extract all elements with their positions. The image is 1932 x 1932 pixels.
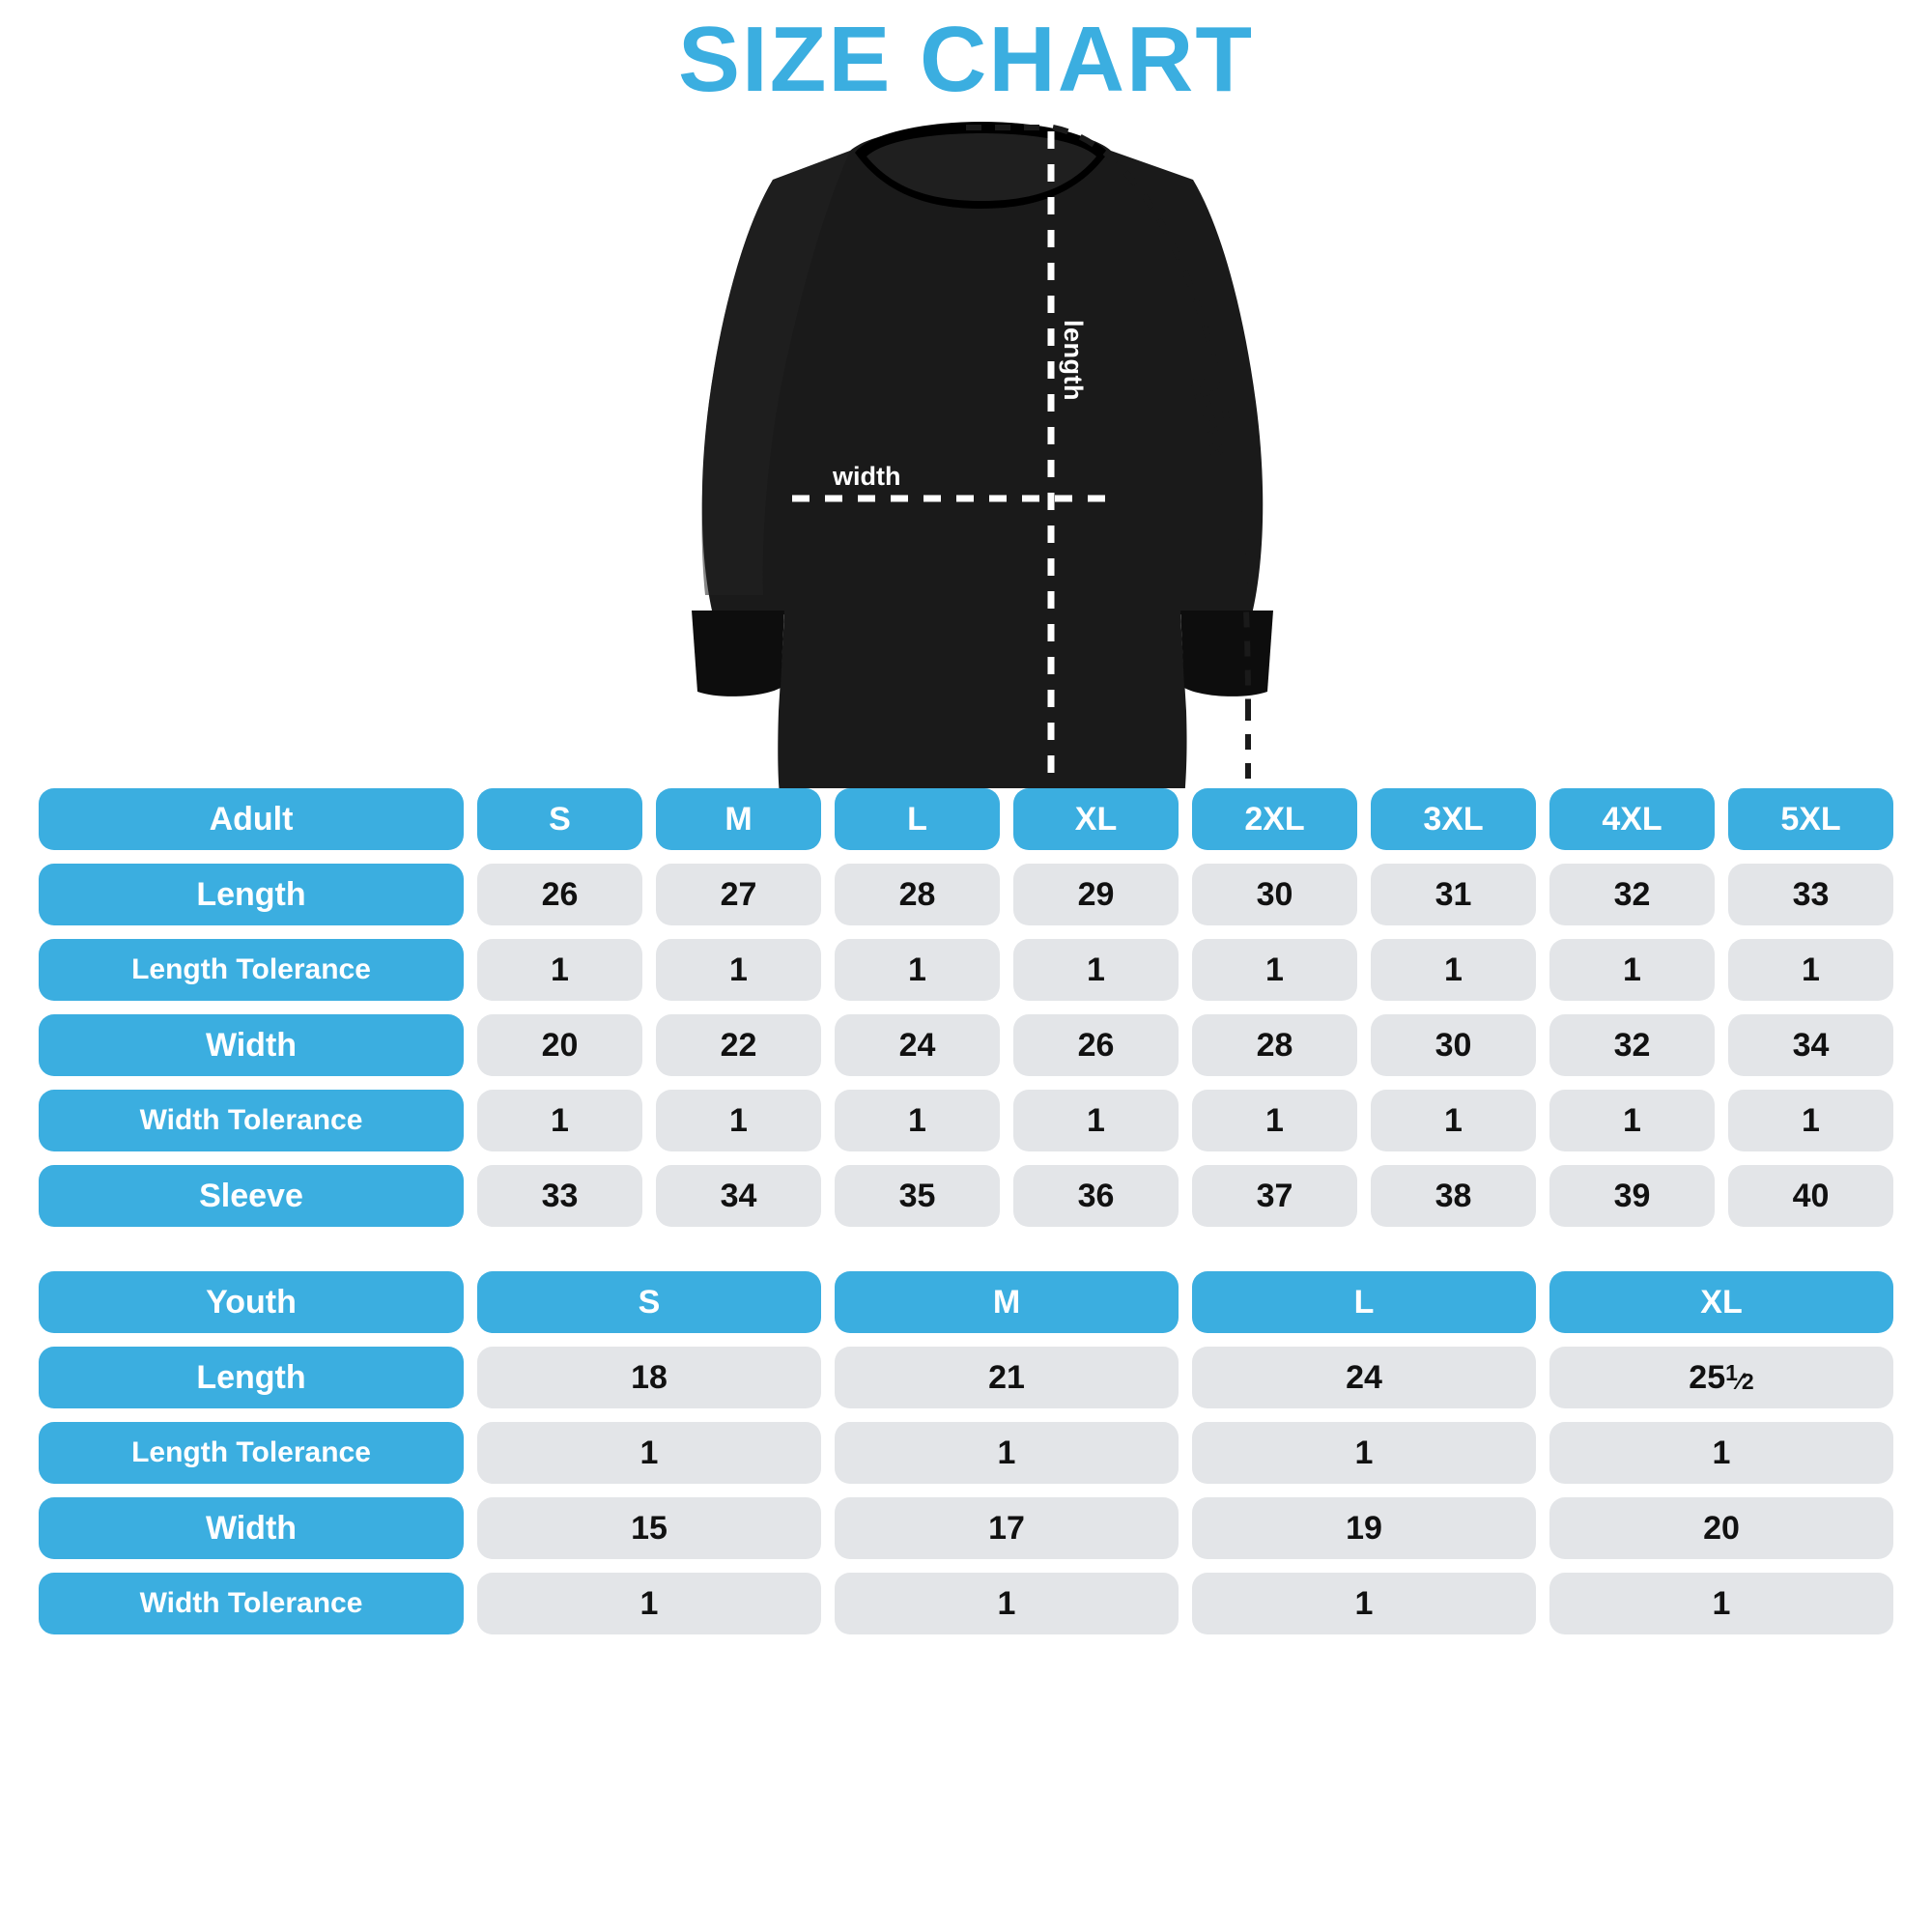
youth-width-tol-s: 1 xyxy=(477,1573,821,1634)
youth-width-tol-l: 1 xyxy=(1192,1573,1536,1634)
table-row xyxy=(39,1014,1893,1076)
adult-width-2xl: 28 xyxy=(1192,1014,1357,1076)
adult-width-xl: 26 xyxy=(1013,1014,1179,1076)
adult-col-s: S xyxy=(477,788,642,850)
adult-sleeve-4xl: 39 xyxy=(1549,1165,1715,1227)
adult-length-tol-4xl: 1 xyxy=(1549,939,1715,1001)
youth-width-xl: 20 xyxy=(1549,1497,1893,1559)
width-measure-label: width xyxy=(833,462,901,491)
adult-col-5xl: 5XL xyxy=(1728,788,1893,850)
table-row xyxy=(39,939,1893,1001)
adult-length-tol-l: 1 xyxy=(835,939,1000,1001)
adult-sleeve-s: 33 xyxy=(477,1165,642,1227)
adult-width-5xl: 34 xyxy=(1728,1014,1893,1076)
adult-width-3xl: 30 xyxy=(1371,1014,1536,1076)
youth-length-xl: 25 $^1$⁄2 xyxy=(1549,1347,1893,1408)
adult-width-tol-4xl: 1 xyxy=(1549,1090,1715,1151)
adult-width-tol-s: 1 xyxy=(477,1090,642,1151)
youth-width-tol-xl: 1 xyxy=(1549,1573,1893,1634)
length-measure-label: length xyxy=(1059,320,1088,401)
adult-row-label-width: Width xyxy=(39,1014,464,1076)
adult-length-5xl: 33 xyxy=(1728,864,1893,925)
adult-length-tol-3xl: 1 xyxy=(1371,939,1536,1001)
adult-sleeve-xl: 36 xyxy=(1013,1165,1179,1227)
adult-length-m: 27 xyxy=(656,864,821,925)
youth-col-l: L xyxy=(1192,1271,1536,1333)
youth-row-label-length-tolerance: Length Tolerance xyxy=(39,1422,464,1484)
youth-row-label-width-tolerance: Width Tolerance xyxy=(39,1573,464,1634)
adult-width-tol-xl: 1 xyxy=(1013,1090,1179,1151)
adult-col-m: M xyxy=(656,788,821,850)
adult-width-tol-l: 1 xyxy=(835,1090,1000,1151)
youth-col-s: S xyxy=(477,1271,821,1333)
adult-col-2xl: 2XL xyxy=(1192,788,1357,850)
table-row xyxy=(39,1090,1893,1151)
youth-width-m: 17 xyxy=(835,1497,1179,1559)
adult-length-xl: 29 xyxy=(1013,864,1179,925)
table-row xyxy=(39,1573,1893,1634)
youth-header-row xyxy=(39,1271,1893,1333)
adult-width-4xl: 32 xyxy=(1549,1014,1715,1076)
adult-sleeve-m: 34 xyxy=(656,1165,821,1227)
adult-width-tol-m: 1 xyxy=(656,1090,821,1151)
adult-length-tol-2xl: 1 xyxy=(1192,939,1357,1001)
adult-width-tol-5xl: 1 xyxy=(1728,1090,1893,1151)
adult-length-s: 26 xyxy=(477,864,642,925)
sleeve-measure-label: sleeve xyxy=(1184,373,1235,461)
adult-sleeve-2xl: 37 xyxy=(1192,1165,1357,1227)
adult-length-2xl: 30 xyxy=(1192,864,1357,925)
garment-illustration xyxy=(0,112,1932,788)
adult-width-m: 22 xyxy=(656,1014,821,1076)
adult-row-label-length-tolerance: Length Tolerance xyxy=(39,939,464,1001)
adult-row-label-width-tolerance: Width Tolerance xyxy=(39,1090,464,1151)
youth-width-s: 15 xyxy=(477,1497,821,1559)
adult-length-tol-5xl: 1 xyxy=(1728,939,1893,1001)
table-row xyxy=(39,1422,1893,1484)
youth-length-s: 18 xyxy=(477,1347,821,1408)
table-row xyxy=(39,864,1893,925)
page-title: SIZE CHART xyxy=(678,8,1254,111)
adult-col-3xl: 3XL xyxy=(1371,788,1536,850)
adult-row-label-length: Length xyxy=(39,864,464,925)
youth-length-tol-s: 1 xyxy=(477,1422,821,1484)
adult-length-tol-s: 1 xyxy=(477,939,642,1001)
adult-sleeve-3xl: 38 xyxy=(1371,1165,1536,1227)
adult-col-4xl: 4XL xyxy=(1549,788,1715,850)
adult-sleeve-5xl: 40 xyxy=(1728,1165,1893,1227)
youth-length-l: 24 xyxy=(1192,1347,1536,1408)
adult-length-3xl: 31 xyxy=(1371,864,1536,925)
youth-size-table xyxy=(39,1271,1893,1634)
adult-width-tol-3xl: 1 xyxy=(1371,1090,1536,1151)
youth-length-m: 21 xyxy=(835,1347,1179,1408)
adult-length-l: 28 xyxy=(835,864,1000,925)
table-row xyxy=(39,1497,1893,1559)
youth-width-l: 19 xyxy=(1192,1497,1536,1559)
adult-width-l: 24 xyxy=(835,1014,1000,1076)
adult-width-tol-2xl: 1 xyxy=(1192,1090,1357,1151)
adult-length-tol-m: 1 xyxy=(656,939,821,1001)
youth-col-m: M xyxy=(835,1271,1179,1333)
adult-header-row xyxy=(39,788,1893,850)
youth-row-label-length: Length xyxy=(39,1347,464,1408)
adult-length-4xl: 32 xyxy=(1549,864,1715,925)
adult-sleeve-l: 35 xyxy=(835,1165,1000,1227)
sweatshirt-graphic xyxy=(0,112,1932,788)
adult-col-xl: XL xyxy=(1013,788,1179,850)
table-row xyxy=(39,1347,1893,1408)
youth-header-label: Youth xyxy=(39,1271,464,1333)
youth-col-xl: XL xyxy=(1549,1271,1893,1333)
adult-header-label: Adult xyxy=(39,788,464,850)
adult-width-s: 20 xyxy=(477,1014,642,1076)
youth-row-label-width: Width xyxy=(39,1497,464,1559)
youth-length-tol-l: 1 xyxy=(1192,1422,1536,1484)
table-row xyxy=(39,1165,1893,1227)
youth-length-tol-xl: 1 xyxy=(1549,1422,1893,1484)
adult-size-table xyxy=(39,788,1893,1227)
adult-length-tol-xl: 1 xyxy=(1013,939,1179,1001)
youth-width-tol-m: 1 xyxy=(835,1573,1179,1634)
adult-col-l: L xyxy=(835,788,1000,850)
adult-row-label-sleeve: Sleeve xyxy=(39,1165,464,1227)
youth-length-tol-m: 1 xyxy=(835,1422,1179,1484)
